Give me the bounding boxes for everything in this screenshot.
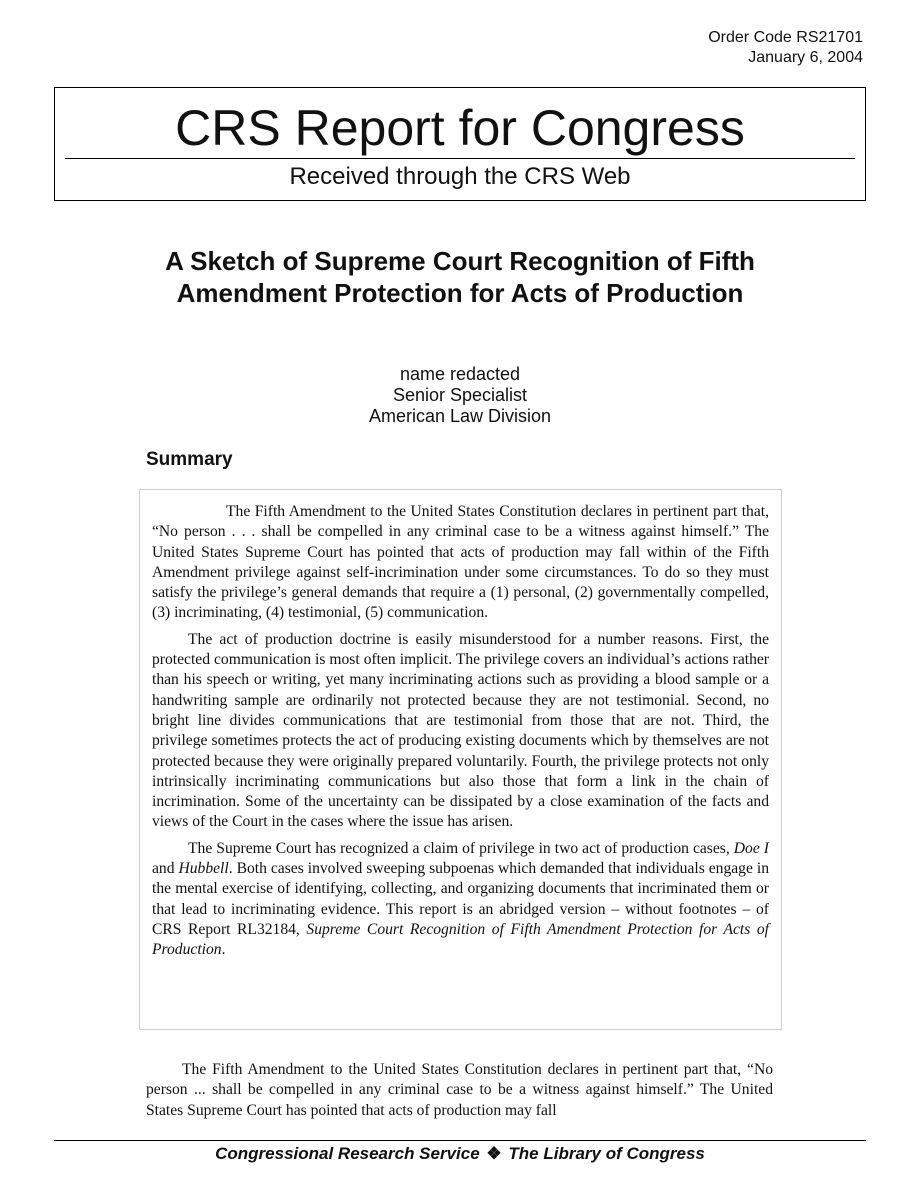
summary-box bbox=[139, 489, 782, 1030]
masthead-title: CRS Report for Congress bbox=[175, 100, 745, 156]
summary-paragraph-3 bbox=[152, 839, 769, 961]
document-title: A Sketch of Supreme Court Recognition of Fifth Amendment Protection for Acts of Production bbox=[165, 246, 755, 308]
footer-separator-icon: ❖ bbox=[486, 1144, 502, 1163]
masthead-subtitle: Received through the CRS Web bbox=[289, 163, 631, 190]
summary-p3-text-a: The Supreme Court has recognized a claim of privilege in two act of production cases, bbox=[188, 839, 734, 857]
body-text bbox=[146, 1060, 773, 1121]
order-code: Order Code RS21701 bbox=[708, 29, 863, 46]
author-block bbox=[260, 364, 660, 427]
case-doe-i: Doe I bbox=[733, 839, 769, 857]
author-division: American Law Division bbox=[368, 406, 552, 426]
masthead-rule bbox=[65, 158, 855, 159]
summary-p3-text-c: . Both cases involved sweeping subpoenas which demanded that individuals engage in the mental exercise of identifying, collecting, and organizing documents that incriminated them or that lead to incriminating evidence. This report is an abridged version – without footnotes – of CRS Report RL32184, bbox=[152, 860, 769, 938]
author-position: Senior Specialist bbox=[392, 385, 528, 405]
masthead bbox=[54, 87, 866, 201]
report-title-reference: Supreme Court Recognition of Fifth Amendment Protection for Acts of Production bbox=[152, 920, 770, 959]
summary-paragraph-2: The act of production doctrine is easily misunderstood for a number reasons. First, the protected communication is most often implicit. The privilege covers an individual’s actions rather than his speech or writing, yet many incriminating actions such as providing a blood sample or a handwriting sample are ordinarily not protected because they are not testimonial. Second, no bright line divides communications that are testimonial from those that are not. Third, the privilege sometimes protects the act of producing existing documents which by themselves are not protected because they were originally prepared voluntarily. Fourth, the privilege protects not only intrinsically incriminating communications but also those that form a link in the chain of incrimination. Some of the uncertainty can be dissipated by a close examination of the facts and views of the Court in the cases where the issue has arisen. bbox=[152, 630, 769, 831]
footer-publisher: Congressional Research Service bbox=[215, 1144, 480, 1163]
case-hubbell: Hubbell bbox=[178, 860, 229, 878]
summary-heading: Summary bbox=[146, 449, 233, 470]
summary-p3-text-b: and bbox=[152, 860, 179, 878]
report-date: January 6, 2004 bbox=[748, 49, 863, 66]
footer bbox=[0, 1143, 920, 1165]
order-meta bbox=[708, 28, 863, 68]
body-paragraph-1: The Fifth Amendment to the United States Constitution declares in pertinent part that, “No person ... shall be compelled in any criminal case to be a witness against himself.” The United States Supreme Court has pointed that acts of production may fall bbox=[146, 1061, 773, 1119]
footer-rule bbox=[54, 1140, 866, 1141]
summary-p3-text-d: . bbox=[221, 941, 226, 959]
author-name: name redacted bbox=[399, 364, 521, 384]
footer-library: The Library of Congress bbox=[508, 1144, 705, 1163]
summary-paragraph-1: The Fifth Amendment to the United States Constitution declares in pertinent part that, “No person . . . shall be compelled in any criminal case to be a witness against himself.” The United States Supreme Court has pointed that acts of production may fall within of the Fifth Amendment privilege against self-incrimination under some circumstances. To do so they must satisfy the privilege’s general demands that require a (1) personal, (2) governmentally compelled, (3) incriminating, (4) testimonial, (5) communication. bbox=[152, 503, 769, 622]
